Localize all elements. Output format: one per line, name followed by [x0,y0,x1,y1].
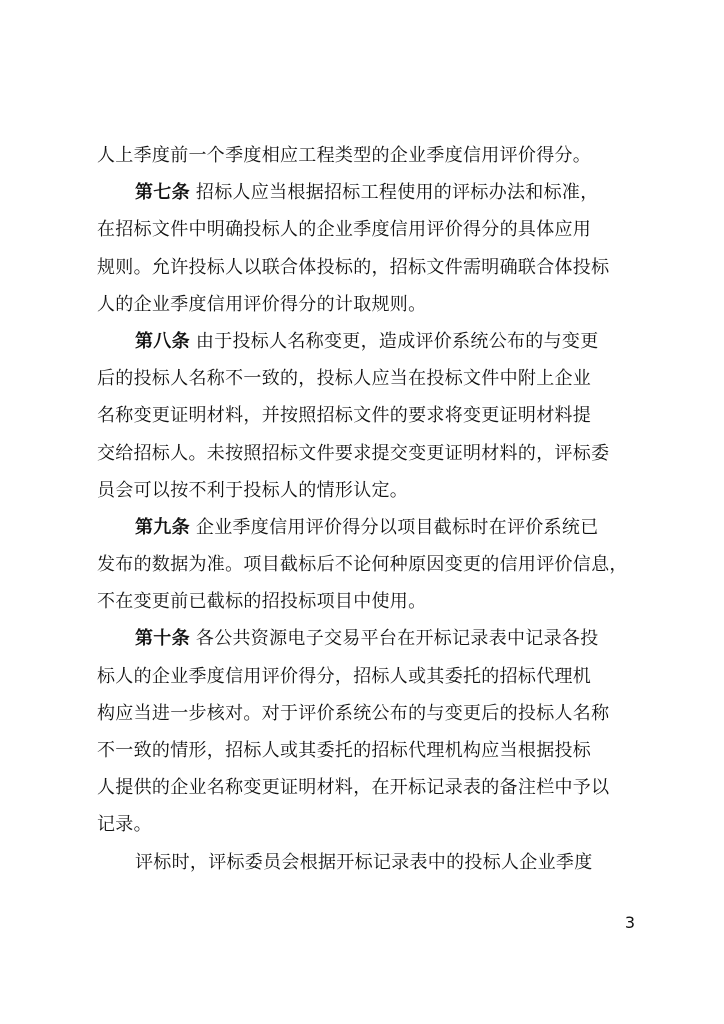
text-line: 人上季度前一个季度相应工程类型的企业季度信用评价得分。 [97,145,592,166]
article-heading: 第十条 [135,628,190,650]
article-heading: 第九条 [135,516,190,538]
article-seven-first-line [97,174,642,211]
text-line: 在招标文件中明确投标人的企业季度信用评价得分的具体应用 [97,219,592,241]
text-line: 不在变更前已截标的招投标项目中使用。 [97,591,427,613]
article-text: 由于投标人名称变更，造成评价系统公布的与变更 [195,330,599,352]
text-line: 标人的企业季度信用评价得分，招标人或其委托的招标代理机 [97,665,592,687]
text-line: 规则。允许投标人以联合体投标的，招标文件需明确联合体投标 [97,256,610,278]
paragraph-first-line: 评标时，评标委员会根据开标记录表中的投标人企业季度 [135,851,593,873]
article-heading: 第八条 [135,330,190,352]
document-body [97,137,642,881]
article-nine-first-line [97,509,642,546]
article-eight-first-line [97,323,642,360]
article-ten-first-line [97,620,642,657]
text-line: 人的企业季度信用评价得分的计取规则。 [97,293,427,315]
text-line: 后的投标人名称不一致的，投标人应当在投标文件中附上企业 [97,368,592,390]
article-text: 企业季度信用评价得分以项目截标时在评价系统已 [195,516,599,538]
text-line: 构应当进一步核对。对于评价系统公布的与变更后的投标人名称 [97,702,610,724]
article-text: 招标人应当根据招标工程使用的评标办法和标准， [195,182,599,204]
text-line: 名称变更证明材料，并按照招标文件的要求将变更证明材料提 [97,405,592,427]
article-text: 各公共资源电子交易平台在开标记录表中记录各投 [195,628,599,650]
text-line: 员会可以按不利于投标人的情形认定。 [97,479,409,501]
article-heading: 第七条 [135,182,190,204]
text-line: 交给招标人。未按照招标文件要求提交变更证明材料的，评标委 [97,442,610,464]
text-line: 记录。 [97,814,152,836]
text-line: 人提供的企业名称变更证明材料，在开标记录表的备注栏中予以 [97,777,610,799]
page-number: 3 [624,913,635,932]
text-line: 不一致的情形，招标人或其委托的招标代理机构应当根据投标 [97,740,592,761]
text-line: 发布的数据为准。项目截标后不论何种原因变更的信用评价信息， [97,554,628,576]
